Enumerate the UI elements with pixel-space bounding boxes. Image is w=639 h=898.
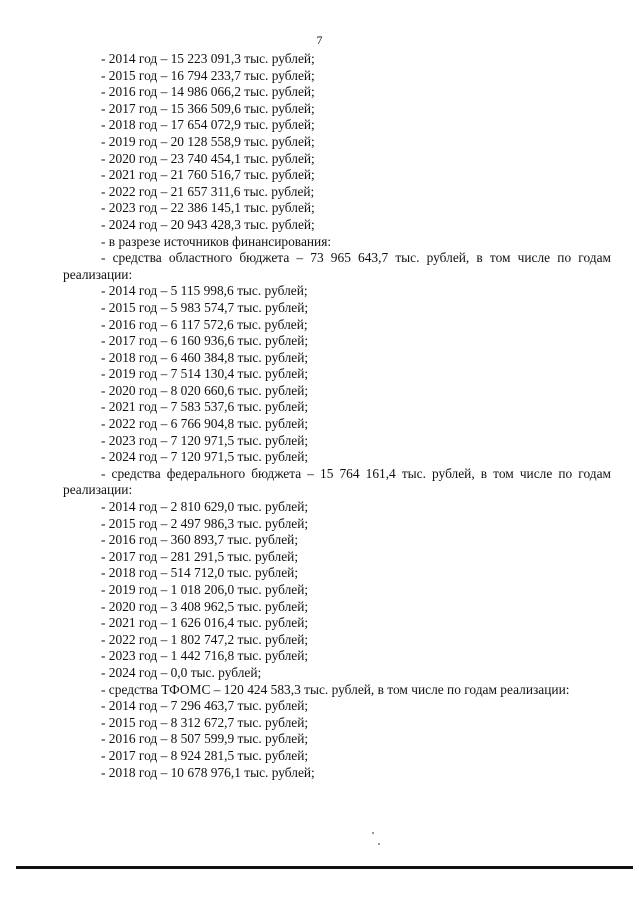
federal-budget-section xyxy=(63,466,611,682)
list-item: - 2021 год – 21 760 516,7 тыс. рублей; xyxy=(101,167,315,183)
list-item: - 2016 год – 360 893,7 тыс. рублей; xyxy=(101,532,299,548)
list-item: - 2015 год – 8 312 672,7 тыс. рублей; xyxy=(101,714,309,730)
list-item: - 2022 год – 6 766 904,8 тыс. рублей; xyxy=(101,416,309,432)
tfoms-section xyxy=(63,682,611,782)
list-item: - 2023 год – 7 120 971,5 тыс. рублей; xyxy=(101,432,309,448)
list-item: - 2021 год – 1 626 016,4 тыс. рублей; xyxy=(101,615,309,631)
list-item: - 2015 год – 5 983 574,7 тыс. рублей; xyxy=(101,299,309,315)
list-item: - 2016 год – 14 986 066,2 тыс. рублей; xyxy=(101,84,315,100)
list-item: - 2019 год – 1 018 206,0 тыс. рублей; xyxy=(101,582,309,597)
list-item: - 2018 год – 17 654 072,9 тыс. рублей; xyxy=(101,117,315,133)
list-item: - 2024 год – 20 943 428,3 тыс. рублей; xyxy=(101,216,315,232)
list-item: - 2016 год – 6 117 572,6 тыс. рублей; xyxy=(101,316,308,332)
bottom-rule xyxy=(16,866,633,869)
page-number: 7 xyxy=(316,33,323,47)
list-item: - 2017 год – 8 924 281,5 тыс. рублей; xyxy=(101,747,309,763)
list-item: - 2024 год – 0,0 тыс. рублей; xyxy=(101,664,262,680)
regional-budget-section xyxy=(63,250,611,466)
list-item: - 2016 год – 8 507 599,9 тыс. рублей; xyxy=(101,731,309,747)
list-item: - 2017 год – 15 366 509,6 тыс. рублей; xyxy=(101,100,315,116)
federal-budget-intro: - средства федерального бюджета – 15 764 161,4 тыс. рублей, в том числе по годам реализации: xyxy=(63,465,611,498)
list-item: - 2018 год – 10 678 976,1 тыс. рублей; xyxy=(101,764,315,780)
list-item: - 2024 год – 7 120 971,5 тыс. рублей; xyxy=(101,449,309,465)
list-item: - 2019 год – 7 514 130,4 тыс. рублей; xyxy=(101,366,309,382)
totals-by-year-list xyxy=(63,51,611,234)
list-item: - 2014 год – 7 296 463,7 тыс. рублей; xyxy=(101,698,309,714)
list-item: - 2020 год – 8 020 660,6 тыс. рублей; xyxy=(101,382,309,398)
list-item: - 2014 год – 15 223 091,3 тыс. рублей; xyxy=(101,51,315,66)
sources-heading: - в разрезе источников финансирования: xyxy=(101,233,332,249)
list-item: - 2015 год – 16 794 233,7 тыс. рублей; xyxy=(101,67,315,83)
list-item: - 2021 год – 7 583 537,6 тыс. рублей; xyxy=(101,399,309,415)
list-item: - 2023 год – 22 386 145,1 тыс. рублей; xyxy=(101,200,315,216)
list-item: - 2022 год – 21 657 311,6 тыс. рублей; xyxy=(101,183,315,199)
list-item: - 2018 год – 6 460 384,8 тыс. рублей; xyxy=(101,349,309,365)
list-item: - 2020 год – 23 740 454,1 тыс. рублей; xyxy=(101,150,315,166)
scan-speck xyxy=(378,843,380,845)
list-item: - 2015 год – 2 497 986,3 тыс. рублей; xyxy=(101,515,309,531)
list-item: - 2014 год – 5 115 998,6 тыс. рублей; xyxy=(101,283,308,299)
tfoms-intro: - средства ТФОМС – 120 424 583,3 тыс. рублей, в том числе по годам реализации: xyxy=(101,681,570,697)
scan-speck xyxy=(372,832,374,834)
list-item: - 2017 год – 281 291,5 тыс. рублей; xyxy=(101,548,299,564)
list-item: - 2018 год – 514 712,0 тыс. рублей; xyxy=(101,565,299,581)
document-body xyxy=(63,51,611,781)
list-item: - 2022 год – 1 802 747,2 тыс. рублей; xyxy=(101,631,309,647)
list-item: - 2023 год – 1 442 716,8 тыс. рублей; xyxy=(101,648,309,664)
list-item: - 2020 год – 3 408 962,5 тыс. рублей; xyxy=(101,598,309,614)
list-item: - 2019 год – 20 128 558,9 тыс. рублей; xyxy=(101,133,315,149)
regional-budget-intro: - средства областного бюджета – 73 965 643,7 тыс. рублей, в том числе по годам реализации: xyxy=(63,250,611,282)
list-item: - 2017 год – 6 160 936,6 тыс. рублей; xyxy=(101,333,309,349)
list-item: - 2014 год – 2 810 629,0 тыс. рублей; xyxy=(101,499,309,515)
